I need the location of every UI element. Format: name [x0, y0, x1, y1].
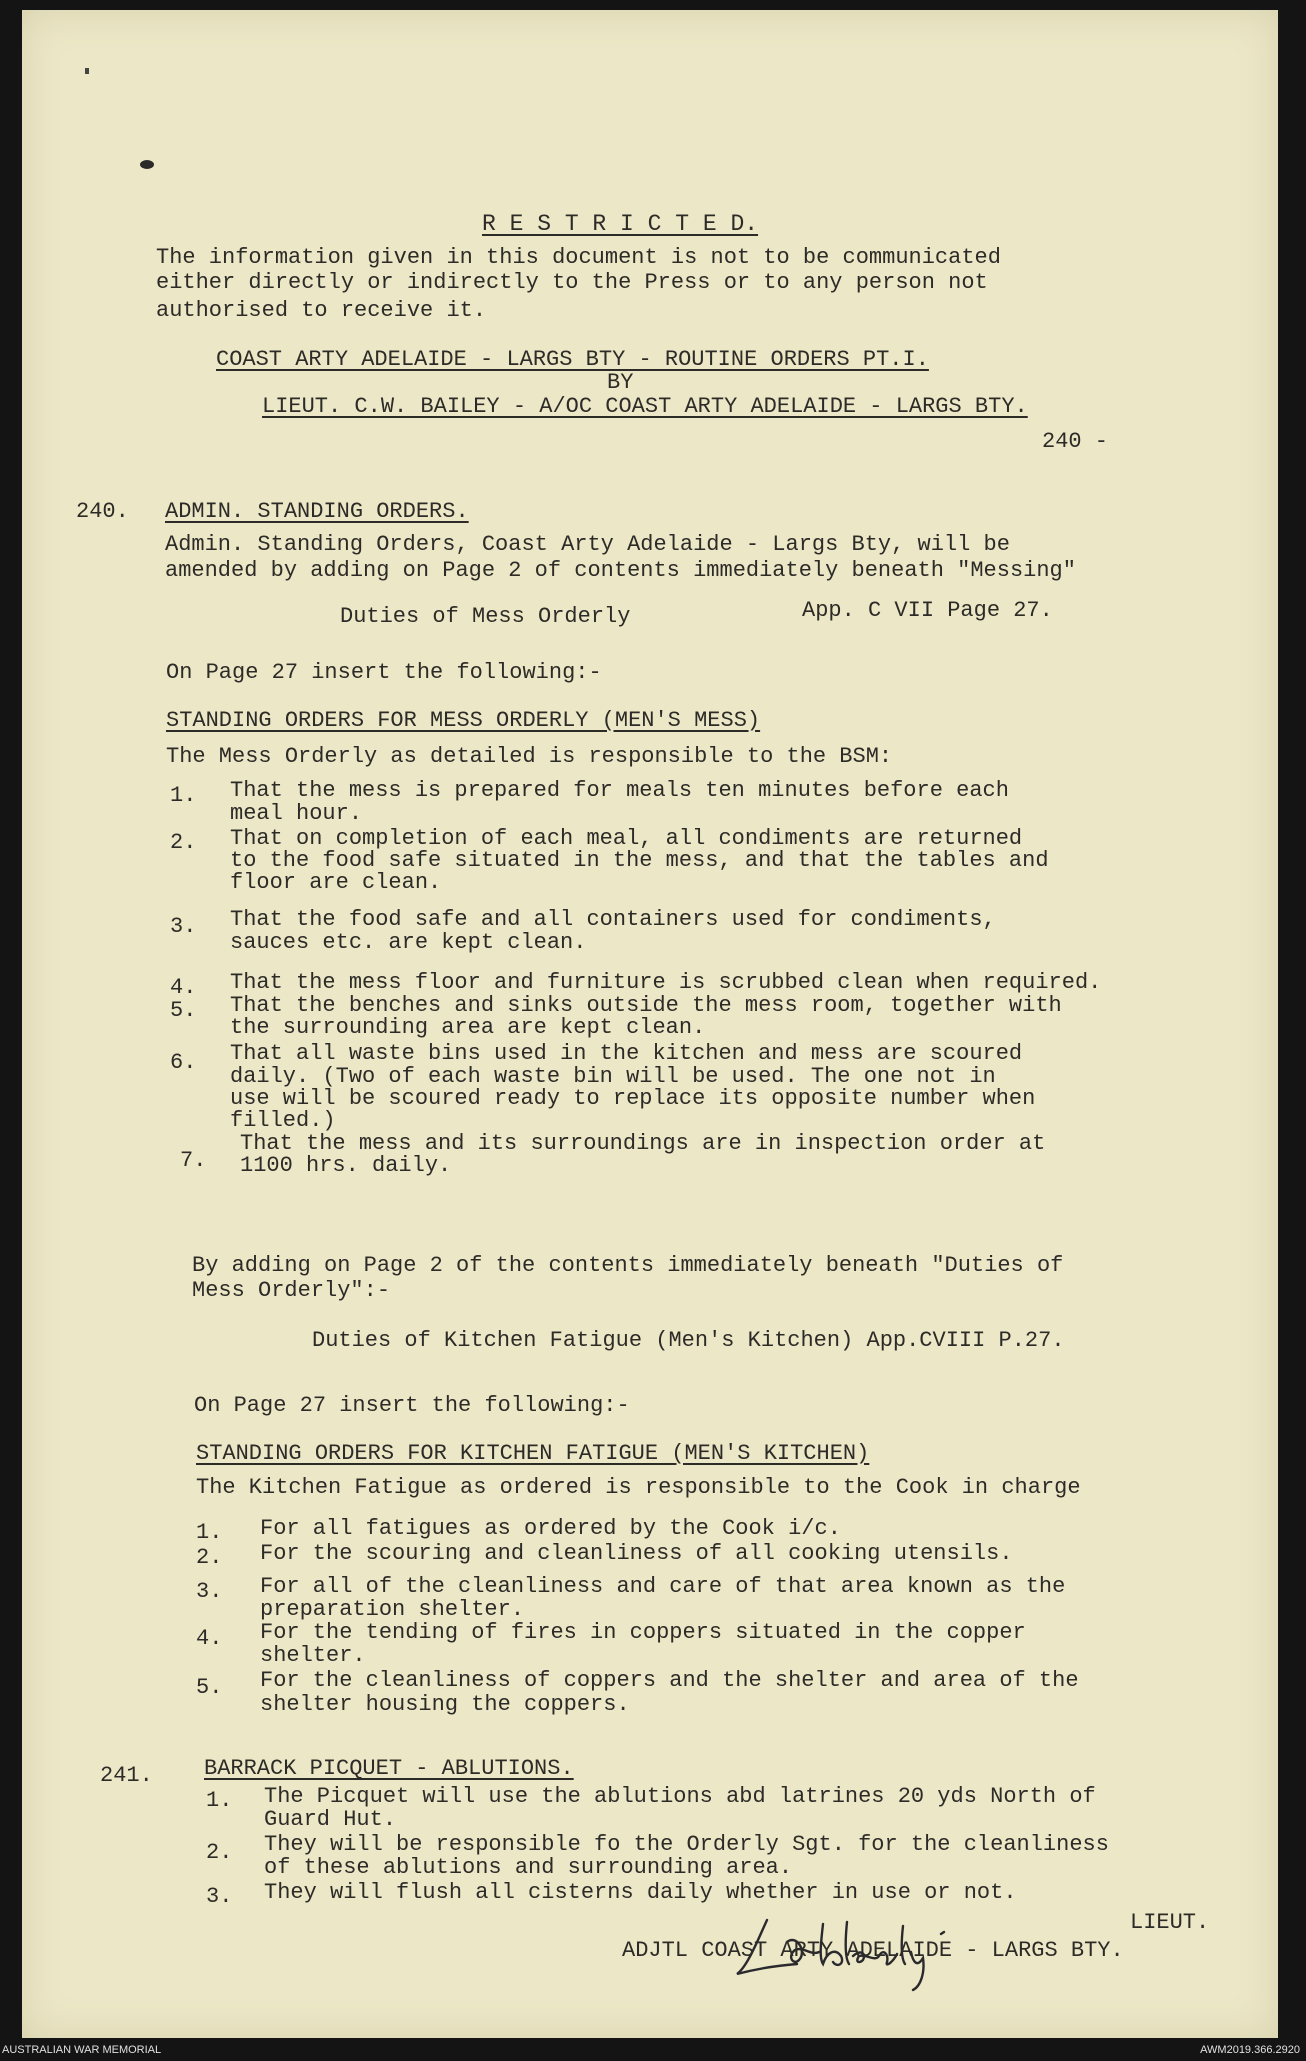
kitchen-fatigue-heading: STANDING ORDERS FOR KITCHEN FATIGUE (MEN'S KITCHEN) — [196, 1441, 870, 1466]
kitchen-item-line: For all fatigues as ordered by the Cook i/c. — [260, 1516, 841, 1541]
paper-mark — [85, 68, 89, 74]
mess-item-line: That the food safe and all containers used for condiments, — [230, 907, 996, 932]
mess-item-line: sauces etc. are kept clean. — [230, 930, 587, 955]
kitchen-item-line: For the scouring and cleanliness of all cooking utensils. — [260, 1541, 1013, 1566]
mess-item-line: That all waste bins used in the kitchen and mess are scoured — [230, 1041, 1023, 1066]
picquet-item-line: They will be responsible fo the Orderly Sgt. for the cleanliness — [264, 1832, 1109, 1857]
restricted-heading: R E S T R I C T E D. — [482, 211, 759, 237]
footer-institution: AUSTRALIAN WAR MEMORIAL — [2, 2044, 162, 2056]
notice-line-3: authorised to receive it. — [156, 298, 487, 323]
mess-item-line: use will be scoured ready to replace its opposite number when — [230, 1086, 1036, 1111]
ink-blot — [140, 160, 154, 169]
insert-instruction: On Page 27 insert the following:- — [166, 660, 602, 685]
kitchen-item-number: 2. — [196, 1545, 223, 1570]
entry-title: Duties of Mess Orderly — [340, 604, 631, 629]
section-240-number: 240. — [76, 499, 129, 524]
mess-item-number: 4. — [170, 975, 197, 1000]
kitchen-item-number: 4. — [196, 1626, 223, 1651]
signatory-appointment: ADJTL COAST ARTY ADELAIDE - LARGS BTY. — [622, 1938, 1124, 1963]
adding-line-2: Mess Orderly":- — [192, 1278, 391, 1303]
picquet-item-line: Guard Hut. — [264, 1807, 397, 1832]
picquet-item-line: of these ablutions and surrounding area. — [264, 1855, 793, 1880]
mess-item-line: meal hour. — [230, 801, 363, 826]
notice-line-2: either directly or indirectly to the Press or to any person not — [156, 270, 988, 295]
mess-item-number: 6. — [170, 1050, 197, 1075]
order-number: 240 - — [1042, 429, 1109, 454]
picquet-item-number: 2. — [206, 1840, 233, 1865]
mess-item-number: 2. — [170, 830, 197, 855]
mess-item-line: That the mess is prepared for meals ten minutes before each — [230, 778, 1009, 803]
kitchen-entry: Duties of Kitchen Fatigue (Men's Kitchen) App.CVIII P.27. — [312, 1328, 1065, 1353]
mess-item-line: the surrounding area are kept clean. — [230, 1015, 706, 1040]
kitchen-item-number: 1. — [196, 1520, 223, 1545]
kitchen-item-line: For the tending of fires in coppers situated in the copper — [260, 1620, 1026, 1645]
picquet-item-line: They will flush all cisterns daily whether in use or not. — [264, 1880, 1017, 1905]
kitchen-item-number: 5. — [196, 1675, 223, 1700]
kitchen-fatigue-intro: The Kitchen Fatigue as ordered is responsible to the Cook in charge — [196, 1475, 1081, 1500]
archive-footer — [0, 2040, 1306, 2061]
kitchen-item-line: shelter. — [260, 1643, 366, 1668]
insert-instruction-2: On Page 27 insert the following:- — [194, 1393, 630, 1418]
mess-item-line: That the mess floor and furniture is scrubbed clean when required. — [230, 970, 1102, 995]
mess-item-line: That on completion of each meal, all condiments are returned — [230, 826, 1023, 851]
mess-item-line: That the benches and sinks outside the mess room, together with — [230, 993, 1062, 1018]
orders-issuer: LIEUT. C.W. BAILEY - A/OC COAST ARTY ADELAIDE - LARGS BTY. — [262, 394, 1028, 419]
mess-item-line: to the food safe situated in the mess, and that the tables and — [230, 848, 1049, 873]
kitchen-item-line: shelter housing the coppers. — [260, 1692, 630, 1717]
mess-item-line: floor are clean. — [230, 870, 442, 895]
picquet-item-line: The Picquet will use the ablutions abd latrines 20 yds North of — [264, 1784, 1096, 1809]
section-240-heading: ADMIN. STANDING ORDERS. — [165, 499, 469, 524]
signatory-rank: LIEUT. — [1130, 1910, 1210, 1935]
entry-reference: App. C VII Page 27. — [802, 598, 1053, 623]
mess-item-number: 7. — [180, 1148, 207, 1173]
section-241-number: 241. — [100, 1763, 153, 1788]
mess-orderly-intro: The Mess Orderly as detailed is responsible to the BSM: — [166, 744, 893, 769]
adding-line-1: By adding on Page 2 of the contents immediately beneath "Duties of — [192, 1253, 1064, 1278]
mess-item-line: daily. (Two of each waste bin will be used. The one not in — [230, 1064, 996, 1089]
mess-orderly-heading: STANDING ORDERS FOR MESS ORDERLY (MEN'S MESS) — [166, 708, 761, 733]
kitchen-item-line: For the cleanliness of coppers and the shelter and area of the — [260, 1668, 1079, 1693]
mess-item-number: 1. — [170, 783, 197, 808]
section-240-intro-2: amended by adding on Page 2 of contents immediately beneath "Messing" — [165, 558, 1076, 583]
document-page — [22, 10, 1278, 2038]
notice-line-1: The information given in this document is not to be communicated — [156, 245, 1001, 270]
mess-item-line: That the mess and its surroundings are in inspection order at — [240, 1131, 1046, 1156]
mess-item-line: filled.) — [230, 1108, 336, 1133]
footer-accession-number: AWM2019.366.2920 — [1200, 2044, 1300, 2056]
orders-title: COAST ARTY ADELAIDE - LARGS BTY - ROUTINE ORDERS PT.I. — [216, 347, 929, 372]
kitchen-item-line: For all of the cleanliness and care of that area known as the — [260, 1574, 1066, 1599]
section-240-intro-1: Admin. Standing Orders, Coast Arty Adelaide - Largs Bty, will be — [165, 532, 1010, 557]
mess-item-line: 1100 hrs. daily. — [240, 1153, 452, 1178]
picquet-item-number: 1. — [206, 1788, 233, 1813]
kitchen-item-line: preparation shelter. — [260, 1597, 525, 1622]
orders-title-by: BY — [607, 370, 634, 395]
mess-item-number: 3. — [170, 914, 197, 939]
section-241-heading: BARRACK PICQUET - ABLUTIONS. — [204, 1756, 574, 1781]
kitchen-item-number: 3. — [196, 1579, 223, 1604]
mess-item-number: 5. — [170, 998, 197, 1023]
picquet-item-number: 3. — [206, 1884, 233, 1909]
